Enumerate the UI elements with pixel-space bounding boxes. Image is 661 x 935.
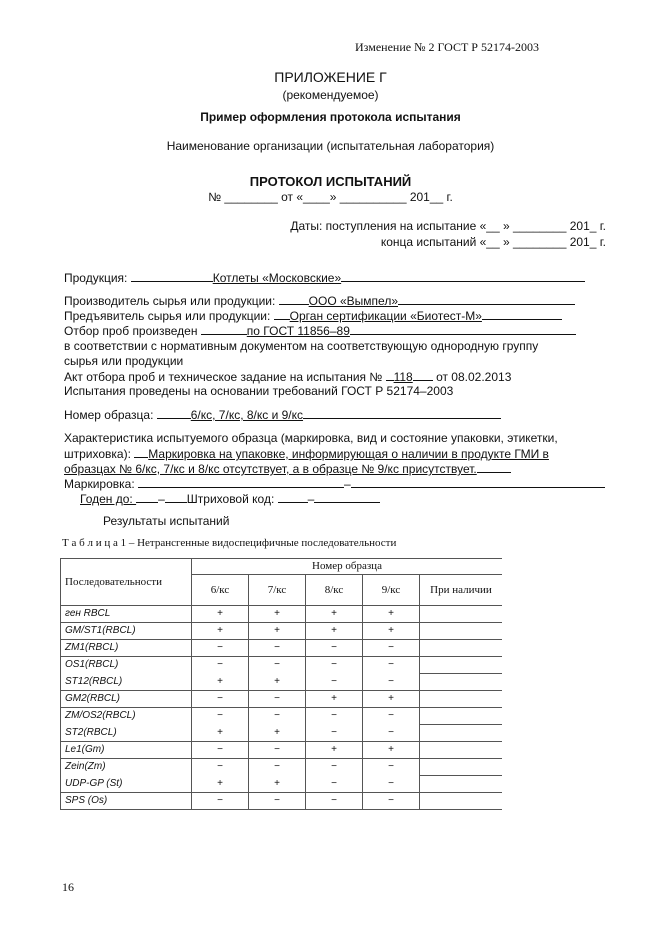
result-cell: − — [192, 657, 249, 674]
sampling-label: Отбор проб произведен — [64, 324, 201, 338]
valid-line — [80, 491, 380, 506]
sample-line — [64, 407, 501, 422]
result-cell: − — [363, 725, 420, 742]
blank-line — [278, 491, 308, 503]
sequence-name: GM/ST1(RBCL) — [61, 623, 192, 640]
table-row — [61, 793, 503, 810]
characteristic-label: штриховка): — [64, 447, 135, 461]
extra-cell — [420, 759, 503, 776]
result-cell: − — [363, 657, 420, 674]
result-cell: + — [249, 776, 306, 793]
barcode-value: – — [307, 492, 315, 506]
extra-cell — [420, 640, 503, 657]
recommended-note: (рекомендуемое) — [282, 88, 379, 102]
column-header-sample: 7/кс — [249, 575, 306, 606]
extra-cell — [420, 674, 503, 691]
result-cell: − — [306, 776, 363, 793]
table-row — [61, 708, 503, 725]
product-line — [64, 270, 585, 285]
act-date: от 08.02.2013 — [432, 370, 512, 384]
sampling-value: по ГОСТ 11856–89 — [246, 324, 350, 338]
table-row — [61, 776, 503, 793]
blank-line — [351, 476, 605, 488]
sequence-name: SPS (Os) — [61, 793, 192, 810]
result-cell: − — [363, 640, 420, 657]
sequence-name: Le1(Gm) — [61, 742, 192, 759]
characteristic-line-1: Характеристика испытуемого образца (маркировка, вид и состояние упаковки, этикетки, — [64, 431, 558, 445]
result-cell: − — [306, 725, 363, 742]
table-caption-label: Т а б л и ц а 1 — [62, 537, 127, 549]
act-line — [64, 369, 511, 384]
sampling-line — [64, 323, 576, 338]
table-row — [61, 725, 503, 742]
column-header-sequences: Последовательности — [61, 559, 192, 606]
valid-value: – — [158, 492, 165, 506]
valid-label: Годен до: — [80, 492, 137, 506]
result-cell: + — [363, 606, 420, 623]
column-header-sample: 8/кс — [306, 575, 363, 606]
result-cell: − — [249, 793, 306, 810]
result-cell: − — [363, 674, 420, 691]
example-title: Пример оформления протокола испытания — [200, 110, 461, 124]
table-row — [61, 759, 503, 776]
provider-value: Орган сертификации «Биотест-М» — [289, 309, 482, 323]
sequence-name: Zein(Zm) — [61, 759, 192, 776]
manufacturer-value: ООО «Вымпел» — [308, 294, 399, 308]
result-cell: + — [363, 691, 420, 708]
blank-line — [314, 491, 380, 503]
result-cell: + — [192, 674, 249, 691]
result-cell: + — [306, 742, 363, 759]
table-row — [61, 674, 503, 691]
characteristic-value-1: Маркировка на упаковке, информирующая о наличии в продукте ГМИ в — [148, 447, 549, 461]
results-heading: Результаты испытаний — [103, 514, 230, 528]
page-number: 16 — [62, 880, 74, 894]
provider-label: Предъявитель сырья или продукции: — [64, 309, 274, 323]
extra-cell — [420, 776, 503, 793]
table-caption — [62, 537, 396, 549]
result-cell: − — [192, 640, 249, 657]
blank-line — [341, 270, 585, 282]
result-cell: − — [192, 793, 249, 810]
tests-basis: Испытания проведены на основании требований ГОСТ Р 52174–2003 — [64, 384, 454, 398]
characteristic-value-2: образцах № 6/кс, 7/кс и 8/кс отсутствует, а в образце № 9/кс присутствует. — [64, 462, 477, 476]
blank-line — [386, 369, 394, 381]
column-header-sample: 6/кс — [192, 575, 249, 606]
blank-line — [303, 407, 501, 419]
result-cell: + — [306, 691, 363, 708]
table-caption-text: – Нетрансгенные видоспецифичные последовательности — [126, 537, 397, 549]
protocol-number-line: № ________ от «____» __________ 201__ г. — [208, 190, 453, 204]
characteristic-line-3 — [64, 461, 511, 476]
appendix-title: ПРИЛОЖЕНИЕ Г — [274, 69, 387, 85]
sequence-name: OS1(RBCL) — [61, 657, 192, 674]
result-cell: − — [249, 657, 306, 674]
result-cell: + — [249, 606, 306, 623]
blank-line — [398, 293, 575, 305]
result-cell: + — [192, 623, 249, 640]
blank-line — [274, 308, 290, 320]
extra-cell — [420, 657, 503, 674]
extra-cell — [420, 793, 503, 810]
table-row — [61, 657, 503, 674]
result-cell: − — [306, 657, 363, 674]
result-cell: − — [192, 708, 249, 725]
sample-value: 6/кс, 7/кс, 8/кс и 9/кс — [190, 408, 304, 422]
blank-line — [482, 308, 562, 320]
result-cell: + — [192, 725, 249, 742]
result-cell: − — [249, 640, 306, 657]
result-cell: + — [249, 674, 306, 691]
marking-line — [64, 476, 605, 491]
manufacturer-label: Производитель сырья или продукции: — [64, 294, 279, 308]
sequence-name: ST2(RBCL) — [61, 725, 192, 742]
result-cell: + — [249, 725, 306, 742]
result-cell: − — [249, 691, 306, 708]
result-cell: − — [363, 759, 420, 776]
column-header-sample: 9/кс — [363, 575, 420, 606]
result-cell: + — [363, 623, 420, 640]
act-label: Акт отбора проб и техническое задание на испытания № — [64, 370, 386, 384]
extra-cell — [420, 623, 503, 640]
result-cell: − — [249, 742, 306, 759]
column-header-sample-group: Номер образца — [192, 559, 503, 575]
sequence-name: ген RBCL — [61, 606, 192, 623]
blank-line — [131, 270, 213, 282]
result-cell: − — [192, 759, 249, 776]
date-ended: конца испытаний «__ » ________ 201_ г. — [380, 235, 606, 249]
result-cell: − — [363, 776, 420, 793]
result-cell: − — [363, 708, 420, 725]
result-cell: − — [249, 759, 306, 776]
sequence-name: ZM1(RBCL) — [61, 640, 192, 657]
sample-label: Номер образца: — [64, 408, 157, 422]
result-cell: − — [306, 674, 363, 691]
result-cell: − — [192, 742, 249, 759]
protocol-title: ПРОТОКОЛ ИСПЫТАНИЙ — [249, 174, 412, 189]
result-cell: − — [306, 640, 363, 657]
table-row — [61, 691, 503, 708]
sequence-name: ZM/OS2(RBCL) — [61, 708, 192, 725]
blank-line — [477, 461, 511, 473]
provider-line — [64, 308, 562, 323]
table-row — [61, 623, 503, 640]
organization-name: Наименование организации (испытательная лаборатория) — [166, 139, 495, 153]
result-cell: + — [306, 623, 363, 640]
sequence-name: GM2(RBCL) — [61, 691, 192, 708]
table-row — [61, 640, 503, 657]
barcode-label: Штриховой код: — [186, 492, 278, 506]
manufacturer-line — [64, 293, 575, 308]
table-row — [61, 742, 503, 759]
blank-line — [413, 369, 433, 381]
extra-cell — [420, 606, 503, 623]
result-cell: + — [192, 776, 249, 793]
blank-line — [201, 323, 247, 335]
marking-label: Маркировка: — [64, 477, 139, 491]
result-cell: + — [306, 606, 363, 623]
conformity-line-1: в соответствии с нормативным документом на соответствующую однородную группу — [64, 339, 539, 353]
result-cell: + — [363, 742, 420, 759]
result-cell: − — [249, 708, 306, 725]
result-cell: − — [363, 793, 420, 810]
column-header-extra: При наличии — [420, 575, 503, 606]
date-received: Даты: поступления на испытание «__ » ________ 201_ г. — [290, 219, 606, 233]
blank-line — [279, 293, 309, 305]
result-cell: − — [306, 793, 363, 810]
product-label: Продукция: — [64, 271, 131, 285]
product-value: Котлеты «Московские» — [212, 271, 342, 285]
result-cell: − — [306, 759, 363, 776]
sequence-name: UDP-GP (St) — [61, 776, 192, 793]
blank-line — [165, 491, 187, 503]
extra-cell — [420, 742, 503, 759]
result-cell: − — [192, 691, 249, 708]
results-table — [60, 558, 502, 810]
extra-cell — [420, 691, 503, 708]
blank-line — [134, 446, 148, 458]
act-number: 118 — [393, 370, 413, 384]
marking-value: – — [344, 477, 351, 491]
blank-line — [350, 323, 576, 335]
result-cell: − — [306, 708, 363, 725]
sequence-name: ST12(RBCL) — [61, 674, 192, 691]
table-body — [61, 606, 503, 810]
blank-line — [138, 476, 344, 488]
characteristic-line-2 — [64, 446, 549, 461]
amendment-header: Изменение № 2 ГОСТ Р 52174-2003 — [355, 40, 539, 54]
blank-line — [157, 407, 191, 419]
conformity-line-2: сырья или продукции — [64, 354, 184, 368]
result-cell: + — [192, 606, 249, 623]
result-cell: + — [249, 623, 306, 640]
extra-cell — [420, 725, 503, 742]
blank-line — [136, 491, 158, 503]
table-row — [61, 606, 503, 623]
extra-cell — [420, 708, 503, 725]
